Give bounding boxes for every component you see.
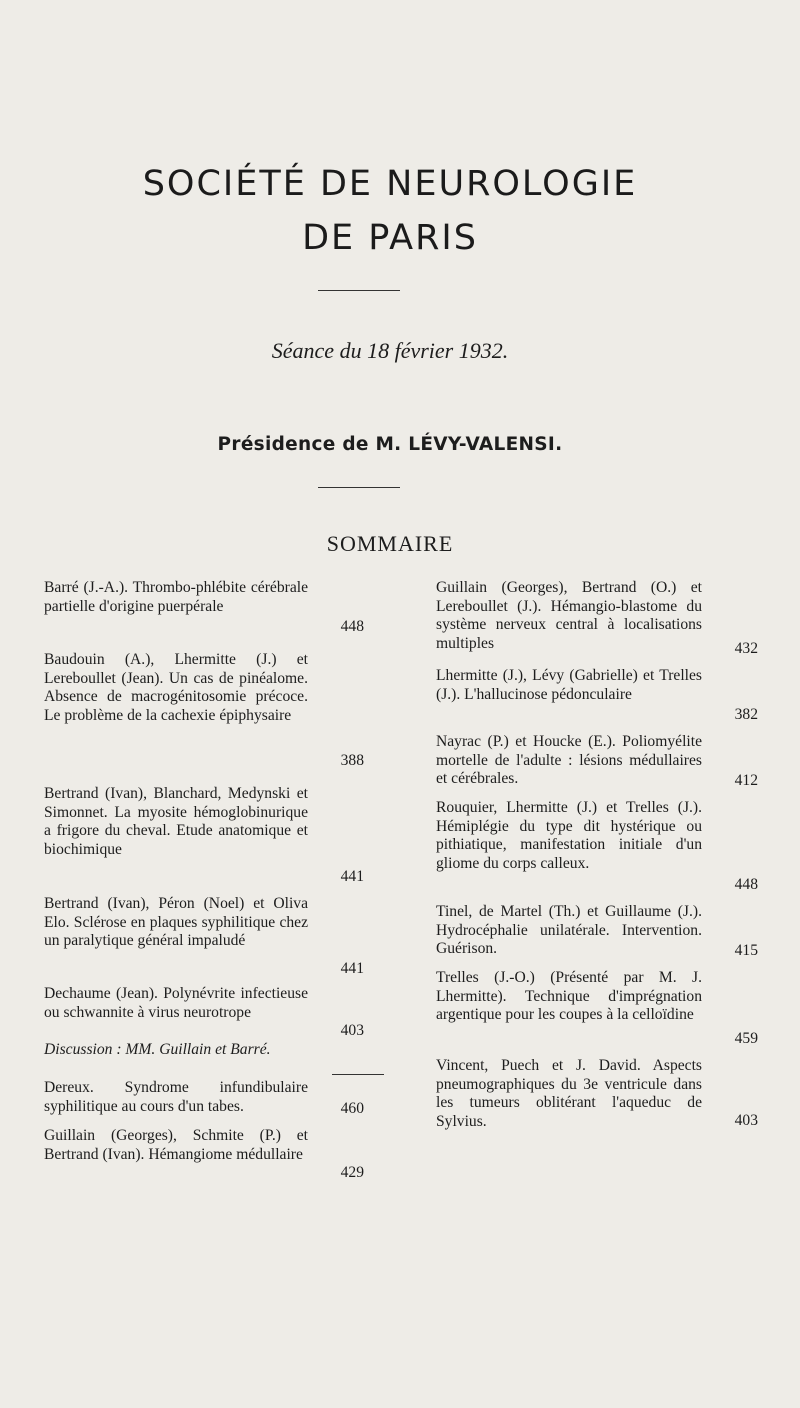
entry-page-number: 441: [340, 960, 364, 978]
entry-text: Dereux. Syndrome infundibulaire syphilitique au cours d'un tabes.: [44, 1079, 308, 1115]
society-title-line1: SOCIÉTÉ DE NEUROLOGIE: [142, 164, 638, 204]
summary-entry: [44, 785, 364, 887]
divider-2: [318, 487, 400, 488]
entry-text: Baudouin (A.), Lhermitte (J.) et Lereboullet (Jean). Un cas de pinéalome. Absence de macrogénitosomie précoce. Le problème de la cachexie épiphysaire: [44, 651, 308, 724]
entry-text: Guillain (Georges), Schmite (P.) et Bertrand (Ivan). Hémangiome médullaire: [44, 1127, 308, 1163]
summary-entry: [44, 1079, 364, 1119]
summary-entry: [44, 985, 364, 1041]
summary-column-right: [436, 579, 758, 1131]
summary-heading: SOMMAIRE: [326, 531, 454, 556]
entry-page-number: 415: [734, 942, 758, 960]
divider-1: [318, 290, 400, 291]
entry-page-number: 429: [340, 1164, 364, 1182]
entry-text: Tinel, de Martel (Th.) et Guillaume (J.). Hydrocéphalie unilatérale. Intervention. Guérison.: [436, 903, 702, 958]
summary-entry: [436, 969, 758, 1049]
society-title-line2: DE PARIS: [302, 218, 478, 258]
summary-entry: [44, 1127, 364, 1183]
summary-entry-discussion: [44, 1041, 364, 1079]
presidency-line: Présidence de M. LÉVY-VALENSI.: [217, 434, 563, 455]
summary-entry: [436, 1057, 758, 1131]
summary-entry: [44, 579, 364, 637]
entry-text: Guillain (Georges), Bertrand (O.) et Lereboullet (J.). Hémangio-blastome du système nerveux central à localisations multiples: [436, 579, 702, 652]
entry-page-number: 448: [734, 876, 758, 894]
entry-text: Barré (J.-A.). Thrombo-phlébite cérébrale partielle d'origine puerpérale: [44, 579, 308, 615]
entry-page-number: 432: [734, 640, 758, 658]
entry-text: Trelles (J.-O.) (Présenté par M. J. Lhermitte). Technique d'imprégnation argentique pour les coupes à la celloïdine: [436, 969, 702, 1024]
entry-page-number: 403: [734, 1112, 758, 1130]
entry-text: Rouquier, Lhermitte (J.) et Trelles (J.). Hémiplégie du type dit hystérique ou pithiatique, manifestation initiale d'un gliome du corps calleux.: [436, 799, 702, 872]
entry-text: Bertrand (Ivan), Blanchard, Medynski et Simonnet. La myosite hémoglobinurique a frigore du cheval. Etude anatomique et biochimique: [44, 785, 308, 858]
entry-text: Nayrac (P.) et Houcke (E.). Poliomyélite mortelle de l'adulte : lésions médullaires et cérébrales.: [436, 733, 702, 788]
summary-entry: [44, 895, 364, 979]
divider-bottom: [332, 1074, 384, 1075]
entry-page-number: 403: [340, 1022, 364, 1040]
session-date: Séance du 18 février 1932.: [271, 338, 509, 363]
summary-entry: [436, 799, 758, 895]
entry-text: Dechaume (Jean). Polynévrite infectieuse ou schwannite à virus neurotrope: [44, 985, 308, 1021]
summary-entry: [436, 579, 758, 659]
entry-page-number: 460: [340, 1100, 364, 1118]
entry-page-number: 388: [340, 752, 364, 770]
entry-page-number: 459: [734, 1030, 758, 1048]
entry-page-number: 412: [734, 772, 758, 790]
entry-page-number: 441: [340, 868, 364, 886]
summary-entry: [436, 903, 758, 961]
entry-page-number: 448: [340, 618, 364, 636]
entry-text: Lhermitte (J.), Lévy (Gabrielle) et Trelles (J.). L'hallucinose pédonculaire: [436, 667, 702, 703]
summary-entry: [436, 667, 758, 725]
summary-entry: [44, 651, 364, 771]
entry-page-number: 382: [734, 706, 758, 724]
summary-column-left: [44, 579, 364, 1183]
summary-entry: [436, 733, 758, 791]
entry-text: Discussion : MM. Guillain et Barré.: [44, 1041, 271, 1058]
entry-text: Vincent, Puech et J. David. Aspects pneumographiques du 3e ventricule dans les tumeurs oblitérant l'aqueduc de Sylvius.: [436, 1057, 702, 1130]
entry-text: Bertrand (Ivan), Péron (Noel) et Oliva Elo. Sclérose en plaques syphilitique chez un paralytique général impaludé: [44, 895, 308, 950]
